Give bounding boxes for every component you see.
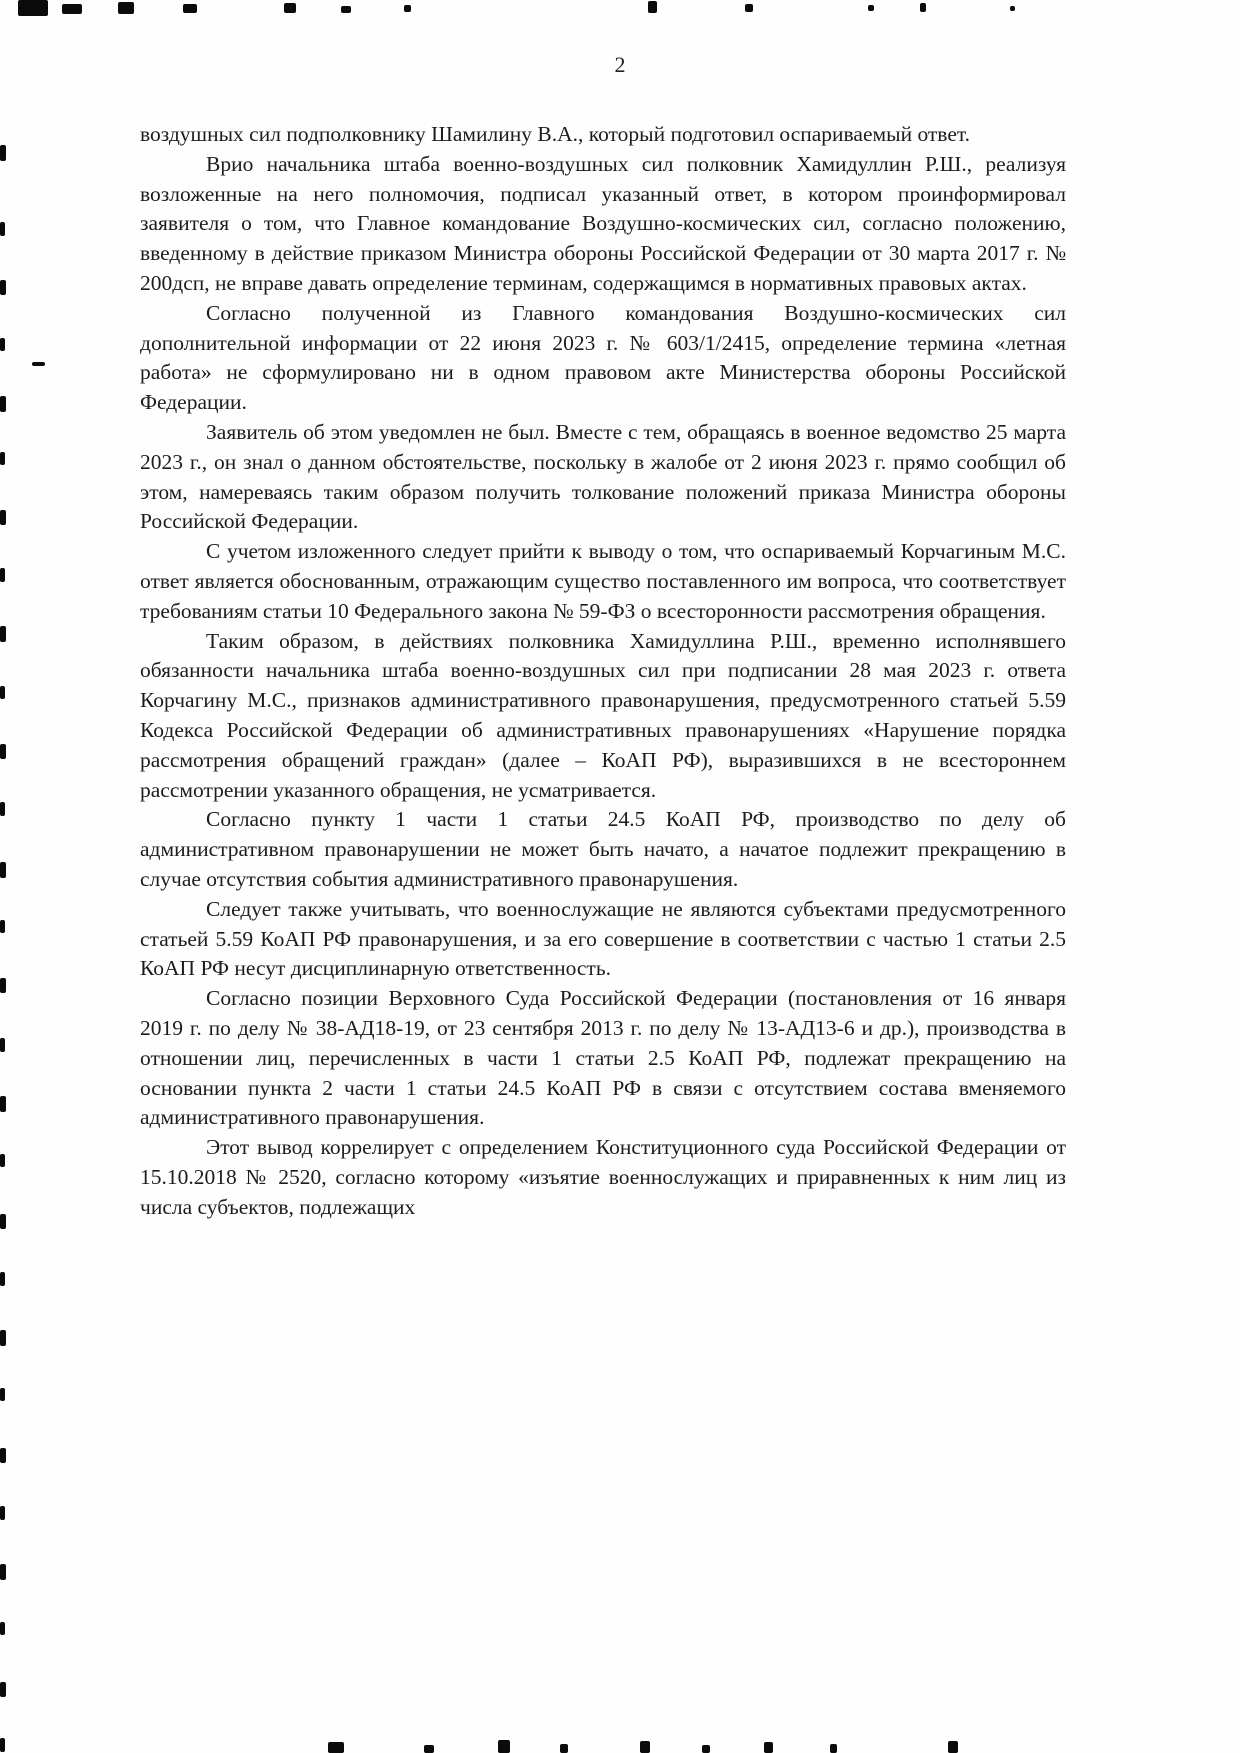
scan-artifact-mark <box>640 1741 650 1753</box>
paragraph: Этот вывод коррелирует с определением Конституционного суда Российской Федерации от 15.10.2018 № 2520, согласно которому «изъятие военнослужащих и приравненных к ним лиц из числа субъектов, подлежащих <box>140 1135 1066 1219</box>
scan-artifact-mark <box>0 280 6 295</box>
scan-artifact-mark <box>0 1448 6 1463</box>
scan-artifact-mark <box>1010 6 1015 11</box>
scan-artifact-mark <box>920 3 926 12</box>
scan-artifact-mark <box>560 1744 568 1753</box>
paragraph: Согласно позиции Верховного Суда Российской Федерации (постановления от 16 января 2019 г. по делу № 38-АД18-19, от 23 сентября 2013 г. по делу № 13-АД13-6 и др.), производства в отношении лиц, перечисленных в части 1 статьи 2.5 КоАП РФ, подлежат прекращению на основании пункта 2 части 1 статьи 24.5 КоАП РФ в связи с отсутствием состава вменяемого административного правонарушения. <box>140 986 1066 1130</box>
scan-artifact-mark <box>0 338 5 351</box>
scan-artifact-mark <box>868 5 874 11</box>
scan-artifact-mark <box>498 1740 510 1753</box>
scan-artifact-mark <box>404 5 411 12</box>
scan-artifact-mark <box>0 1214 6 1229</box>
scan-artifact-mark <box>0 920 5 933</box>
scan-artifact-mark <box>0 744 6 759</box>
paragraph: Таким образом, в действиях полковника Хамидуллина Р.Ш., временно исполнявшего обязанности начальника штаба военно-воздушных сил при подписании 28 мая 2023 г. ответа Корчагину М.С., признаков административного правонарушения, предусмотренного статьей 5.59 Кодекса Российской Федерации об административных правонарушениях «Нарушение порядка рассмотрения обращений граждан» (далее – КоАП РФ), выразившихся в не всестороннем рассмотрении указанного обращения, не усматривается. <box>140 628 1066 802</box>
scan-artifact-mark <box>284 3 296 13</box>
scan-artifact-mark <box>0 568 5 582</box>
scan-artifact-mark <box>0 686 5 699</box>
scan-artifact-mark <box>0 1154 5 1167</box>
scan-artifact-mark <box>830 1744 837 1753</box>
scan-artifact-mark <box>948 1741 958 1753</box>
scan-artifact-mark <box>0 1738 5 1752</box>
paragraph: Согласно пункту 1 части 1 статьи 24.5 КоАП РФ, производство по делу об административном правонарушении не может быть начато, а начатое подлежит прекращению в случае отсутствия события административного правонарушения. <box>140 807 1066 891</box>
paragraph: Следует также учитывать, что военнослужащие не являются субъектами предусмотренного статьей 5.59 КоАП РФ правонарушения, и за его совершение в соответствии с частью 1 статьи 2.5 КоАП РФ несут дисциплинарную ответственность. <box>140 896 1066 981</box>
scan-artifact-mark <box>0 1038 5 1052</box>
scan-artifact-mark <box>0 222 5 236</box>
scan-artifact-mark <box>0 978 6 993</box>
scan-artifact-mark <box>648 1 657 13</box>
scan-artifact-mark <box>0 452 5 465</box>
scan-artifact-mark <box>0 1622 5 1635</box>
paragraph: С учетом изложенного следует прийти к выводу о том, что оспариваемый Корчагиным М.С. ответ является обоснованным, отражающим существо поставленного им вопроса, что соответствует требованиям статьи 10 Федерального закона № 59-ФЗ о всесторонности рассмотрения обращения. <box>140 539 1066 623</box>
scan-artifact-mark <box>0 1564 6 1580</box>
scan-artifact-mark <box>62 4 82 14</box>
scan-artifact-mark <box>0 862 6 878</box>
scan-artifact-mark <box>0 1272 5 1286</box>
scan-artifact-mark <box>32 362 45 366</box>
scan-artifact-mark <box>118 2 134 14</box>
scan-artifact-mark <box>0 1096 6 1112</box>
page-number: 2 <box>614 52 626 77</box>
scan-artifact-mark <box>183 4 197 13</box>
scan-artifact-mark <box>0 1682 6 1697</box>
scan-artifact-mark <box>0 626 6 642</box>
scan-artifact-mark <box>702 1745 710 1753</box>
scan-artifact-mark <box>328 1742 344 1753</box>
scan-artifact-mark <box>745 4 753 12</box>
paragraph: воздушных сил подполковнику Шамилину В.А., который подготовил оспариваемый ответ. <box>140 122 971 146</box>
scan-artifact-mark <box>0 802 5 816</box>
scan-artifact-mark <box>764 1742 773 1753</box>
paragraph: Согласно полученной из Главного командования Воздушно-космических сил дополнительной информации от 22 июня 2023 г. № 603/1/2415, определение термина «летная работа» не сформулировано ни в одном правовом акте Министерства обороны Российской Федерации. <box>140 300 1066 415</box>
scan-artifact-mark <box>0 510 6 525</box>
scan-artifact-mark <box>0 396 6 412</box>
scan-artifact-mark <box>18 0 48 16</box>
scan-artifact-mark <box>0 1330 6 1346</box>
scan-artifact-mark <box>0 1388 5 1401</box>
document-body <box>140 120 1066 1222</box>
scan-artifact-mark <box>0 1506 5 1520</box>
scan-artifact-mark <box>424 1745 434 1753</box>
scan-artifact-mark <box>341 6 351 13</box>
paragraph: Заявитель об этом уведомлен не был. Вместе с тем, обращаясь в военное ведомство 25 марта 2023 г., он знал о данном обстоятельстве, поскольку в жалобе от 2 июня 2023 г. прямо сообщил об этом, намереваясь таким образом получить толкование положений приказа Министра обороны Российской Федерации. <box>140 419 1066 534</box>
paragraph: Врио начальника штаба военно-воздушных сил полковник Хамидуллин Р.Ш., реализуя возложенные на него полномочия, подписал указанный ответ, в котором проинформировал заявителя о том, что Главное командование Воздушно-космических сил, согласно положению, введенному в действие приказом Министра обороны Российской Федерации от 30 марта 2017 г. № 200дсп, не вправе давать определение терминам, содержащимся в нормативных правовых актах. <box>140 151 1066 295</box>
scan-artifact-mark <box>0 145 6 161</box>
